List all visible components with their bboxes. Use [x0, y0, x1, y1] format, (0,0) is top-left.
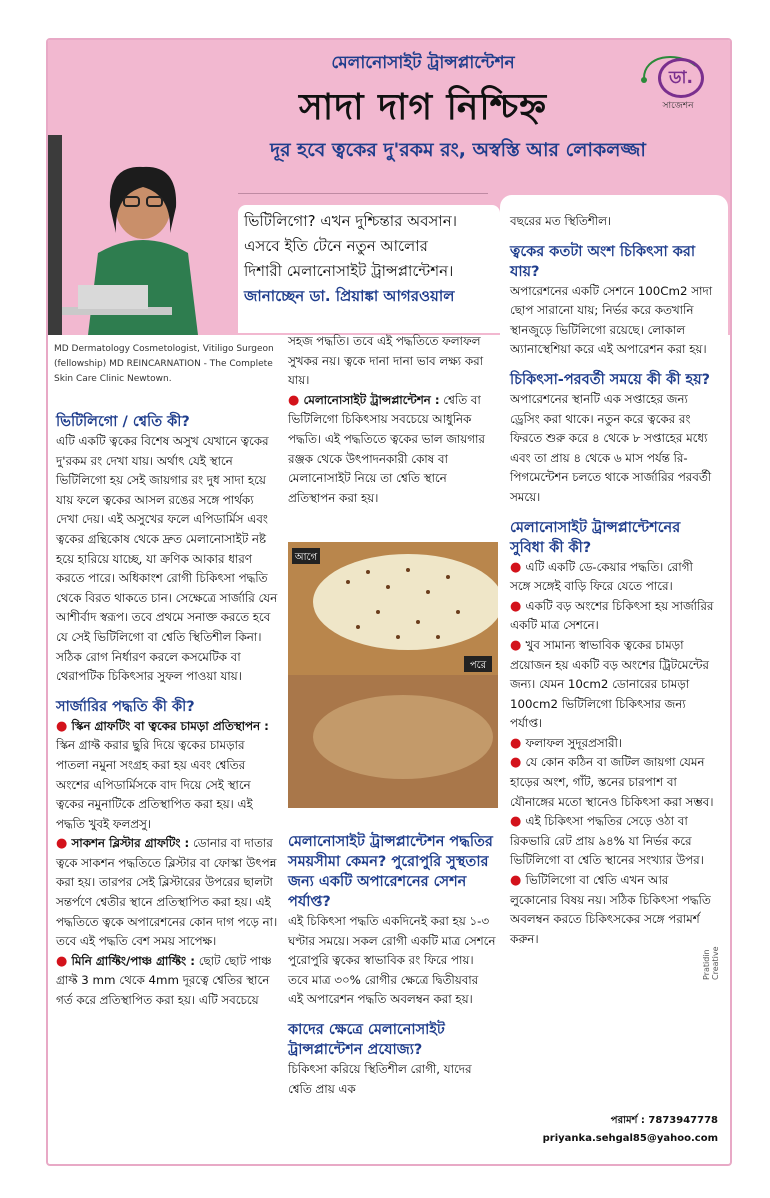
benefit-text: এই চিকিৎসা পদ্ধতির সেড়ে ওঠা বা রিকভারি রেট প্রায় ৯৪% যা নির্ভর করে ভিটিলিগো বা শ্বেতি স্থানের সংখ্যার উপর। — [510, 814, 704, 868]
column-two-bottom — [288, 832, 496, 1099]
paragraph: সহজ পদ্ধতি। তবে এই পদ্ধতিতে ফলাফল সুখকর নয়। ত্বকে দানা দানা ভাব লক্ষ্য করা যায়। — [288, 334, 483, 388]
bullet-item — [56, 834, 278, 952]
paragraph: এই চিকিৎসা পদ্ধতি একদিনেই করা হয় ১-৩ ঘণ্টার সময়ে। সকল রোগী একটি মাত্র সেশনে পুরোপুরি ত্বকের স্বাভাবিক রং ফিরে পায়। তবে মাত্র ৩০% রোগীর ক্ষেত্রে দ্বিতীয়বার এই অপারেশন পদ্ধতি অবলম্বন করা হয়। — [288, 914, 496, 1007]
vertical-credit: Pratidin Creative — [702, 946, 720, 980]
paragraph: অপারেশনের একটি সেশনে 100Cm2 সাদা ছোপ সারানো যায়; নির্ভর করে কতখানি স্থানজুড়ে ভিটিলিগো রয়েছে। লোকাল অ্যানাস্থেশিয়া করে এই অপারেশন করা হয়। — [510, 283, 713, 357]
bullet-text: শ্বেতি বা ভিটিলিগো চিকিৎসায় সবচেয়ে আধুনিক পদ্ধতি। এই পদ্ধতিতে ত্বকের ভাল জায়গার রঞ্জক থেকে উৎপাদনকারী কোষ বা মেলানোসাইট নিয়ে তা শ্বেতি স্থানে প্রতিস্থাপন করা হয়। — [288, 392, 485, 505]
benefit-text: খুব সামান্য স্বাভাবিক ত্বকের চামড়া প্রয়োজন হয় একটি বড় অংশের ট্রিটমেন্টের জন্য। যেমন 10cm2 ডোনারের চামড়া 100cm2 ভিটিলিগো চিকিৎসার জন্য পর্যাপ্ত। — [510, 637, 709, 731]
benefit-item — [510, 558, 716, 597]
logo-mark: ডা. — [658, 58, 704, 98]
bullet-title: স্কিন গ্রাফটিং বা ত্বকের চামড়া প্রতিস্থাপন : — [71, 718, 269, 733]
section-heading: মেলানোসাইট ট্রান্সপ্লান্টেশন পদ্ধতির সময়সীমা কেমন? পুরোপুরি সুস্থতার জন্য একটি অপারেশনের সেশন পর্যাপ্ত? — [288, 834, 493, 910]
bullet-title: মেলানোসাইট ট্রান্সপ্লান্টেশন : — [303, 392, 440, 407]
benefit-text: যে কোন কঠিন বা জটিল জায়গা যেমন হাড়ের অংশ, গাঁট, স্তনের চারপাশ বা যৌনাঙ্গের মতো স্থানেও চিকিৎসা করা সম্ভব। — [510, 755, 714, 809]
column-one — [56, 412, 278, 1011]
bullet-title: সাকশন ব্লিস্টার গ্রাফটিং : — [71, 836, 190, 851]
benefit-text: ভিটিলিগো বা শ্বেতি এখন আর লুকোনোর বিষয় নয়। সঠিক চিকিৎসা পদ্ধতি অবলম্বন করতে চিকিৎসকের সঙ্গে পরামর্শ করুন। — [510, 873, 711, 946]
bullet-icon: ● — [56, 836, 72, 852]
benefit-text: ফলাফল সুদূরপ্রসারী। — [525, 735, 623, 750]
bullet-icon: ● — [510, 559, 526, 575]
section-heading: মেলানোসাইট ট্রান্সপ্লান্টেশনের সুবিধা কী কী? — [510, 519, 681, 556]
bullet-item — [56, 717, 278, 835]
intro-line: দিশারী মেলানোসাইট ট্রান্সপ্লান্টেশন। — [244, 262, 454, 280]
benefit-text: এটি একটি ডে-কেয়ার পদ্ধতি। রোগী সঙ্গে সঙ্গেই বাড়ি ফিরে যেতে পারে। — [510, 559, 693, 594]
doctor-photo — [48, 135, 238, 335]
benefit-item — [510, 812, 716, 871]
paragraph: বছরের মত স্থিতিশীল। — [510, 214, 612, 228]
paragraph: এটি একটি ত্বকের বিশেষ অসুখ যেখানে ত্বকের দু'রকম রং দেখা যায়। অর্থাৎ যেই স্থানে ভিটিলিগো হয় সেই জায়গার রং দুধ সাদা হয়ে যায় ফলে ত্বকের আসল রঙের সঙ্গে পার্থক্য দেখা দেয়। এই অসুখের ফলে এপিডার্মিস এবং ত্বকের গ্রন্থিকোষ থেকে দ্রুত মেলানোসাইট নষ্ট হয়ে হারিয়ে যাচ্ছে, যা ক্রণিক আকার ধারণ করতে পারে। অধিকাংশ রোগী চিকিৎসা পদ্ধতি থেকে বিরত থাকতে চান। সেক্ষেত্রে সার্জারি যেন আশীর্বাদ স্বরূপ। তবে প্রথমে সনাক্ত করতে হবে যে সেই ভিটিলিগো বা শ্বেতি স্থিতিশীল কিনা। সঠিক রোগ নির্ধারণ করলে কসমেটিক বা থেরাপটিক চিকিৎসার সুফল পাওয়া যায়। — [56, 434, 278, 684]
bullet-icon: ● — [56, 718, 72, 734]
bullet-icon: ● — [510, 637, 526, 653]
bullet-icon: ● — [510, 735, 526, 751]
bullet-text: স্কিন গ্রাফ্ট করার ছুরি দিয়ে ত্বকের চামড়ার পাতলা নমুনা সংগ্রহ করা হয় এবং শ্বেতির অংশের এপিডার্মিসকে বাদ দিয়ে সেই স্থানে ত্বকের নমুনাটিকে প্রতিস্থাপিত করা হয়। এই পদ্ধতি খুবই ফলপ্রসু। — [56, 738, 253, 831]
column-two-top — [288, 332, 496, 508]
contact-email[interactable]: priyanka.sehgal85@yahoo.com — [542, 1133, 718, 1144]
section-heading: সার্জারির পদ্ধতি কী কী? — [56, 698, 195, 715]
bullet-icon: ● — [288, 392, 304, 408]
doctor-credentials: MD Dermatology Cosmetologist, Vitiligo Surgeon (fellowship) MD REINCARNATION - The Complete Skin Care Clinic Newtown. — [54, 344, 274, 384]
bullet-icon: ● — [510, 873, 526, 889]
intro-line: এসবে ইতি টেনে নতুন আলোর — [244, 237, 428, 255]
bullet-item — [56, 952, 278, 1011]
benefit-item — [510, 753, 716, 812]
byline: জানাচ্ছেন ডা. প্রিয়াঙ্কা আগরওয়াল — [244, 287, 455, 305]
section-heading: চিকিৎসা-পরবর্তী সময়ে কী কী হয়? — [510, 371, 711, 388]
benefit-item — [510, 597, 716, 636]
intro-box — [238, 205, 500, 333]
section-heading: ভিটিলিগো / শ্বেতি কী? — [56, 414, 190, 430]
paragraph: অপারেশনের স্থানটি এক সপ্তাহের জন্য ড্রেসিং করা থাকে। নতুন করে ত্বকের রং ফিরতে শুরু করে ৪ থেকে ৮ সপ্তাহের মধ্যে এবং তা প্রায় ৪ থেকে ৬ মাস পর্যন্ত রি-পিগমেন্টেশন চলতে থাকে সার্জারির পরবর্তী সময়ে। — [510, 391, 712, 504]
headline: সাদা দাগ নিশ্চিহ্ন — [298, 87, 547, 128]
bullet-text: ছোট ছোট পাঞ্চ গ্রাফ্ট 3 mm থেকে 4mm দূরত্বে শ্বেতির স্থানে গর্ত করে প্রতিস্থাপিত করা হয়। এটি সবচেয়ে — [56, 953, 272, 1008]
benefit-item — [510, 636, 716, 734]
bullet-icon: ● — [56, 953, 72, 969]
logo-sub: সাজেশন — [662, 101, 694, 111]
before-after-photo — [288, 542, 498, 808]
bullet-text: ডোনার বা দাতার ত্বকে সাকশন পদ্ধতিতে ব্লিস্টার বা ফোস্কা উৎপন্ন করা হয়। তারপর সেই ব্লিস্টারের উপরের ছালটা সন্তর্পণে শ্বেতীর স্থানে প্রতিস্থাপিত করা হয়। এই পদ্ধতিতে ত্বকে অপারেশনের কোন দাগ পড়ে না। তবে এই পদ্ধতি বেশ সময় সাপেক্ষ। — [56, 836, 278, 949]
contact-phone: পরামর্শ : 7873947778 — [610, 1115, 718, 1126]
paragraph: চিকিৎসা করিয়ে স্থিতিশীল রোগী, যাদের শ্বেতি প্রায় এক — [288, 1061, 472, 1096]
after-label: পরে — [469, 660, 487, 671]
contact-block — [514, 1112, 718, 1148]
bullet-icon: ● — [510, 598, 526, 614]
column-three — [510, 212, 716, 949]
benefit-text: একটি বড় অংশের চিকিৎসা হয় সার্জারির একটি মাত্র সেশনে। — [510, 598, 714, 633]
section-heading: ত্বকের কতটা অংশ চিকিৎসা করা যায়? — [510, 243, 696, 280]
benefit-item — [510, 734, 716, 754]
bullet-title: মিনি গ্রাফ্টিং/পাঞ্চ গ্রাফ্টিং : — [71, 953, 195, 968]
intro-line: ভিটিলিগো? এখন দুশ্চিন্তার অবসান। — [244, 212, 458, 230]
bullet-icon: ● — [510, 814, 526, 830]
before-label: আগে — [294, 552, 318, 563]
section-heading: কাদের ক্ষেত্রে মেলানোসাইট ট্রান্সপ্লান্টেশন প্রযোজ্য? — [288, 1021, 445, 1058]
bullet-item — [288, 391, 496, 509]
separator-line — [238, 193, 488, 194]
benefit-item — [510, 871, 716, 949]
kicker: মেলানোসাইট ট্রান্সপ্লান্টেশন — [331, 53, 515, 73]
publication-logo — [636, 48, 720, 112]
subheadline: দূর হবে ত্বকের দু'রকম রং, অস্বস্তি আর লোকলজ্জা — [270, 139, 646, 161]
article-page — [46, 38, 732, 1166]
bullet-icon: ● — [510, 755, 526, 771]
